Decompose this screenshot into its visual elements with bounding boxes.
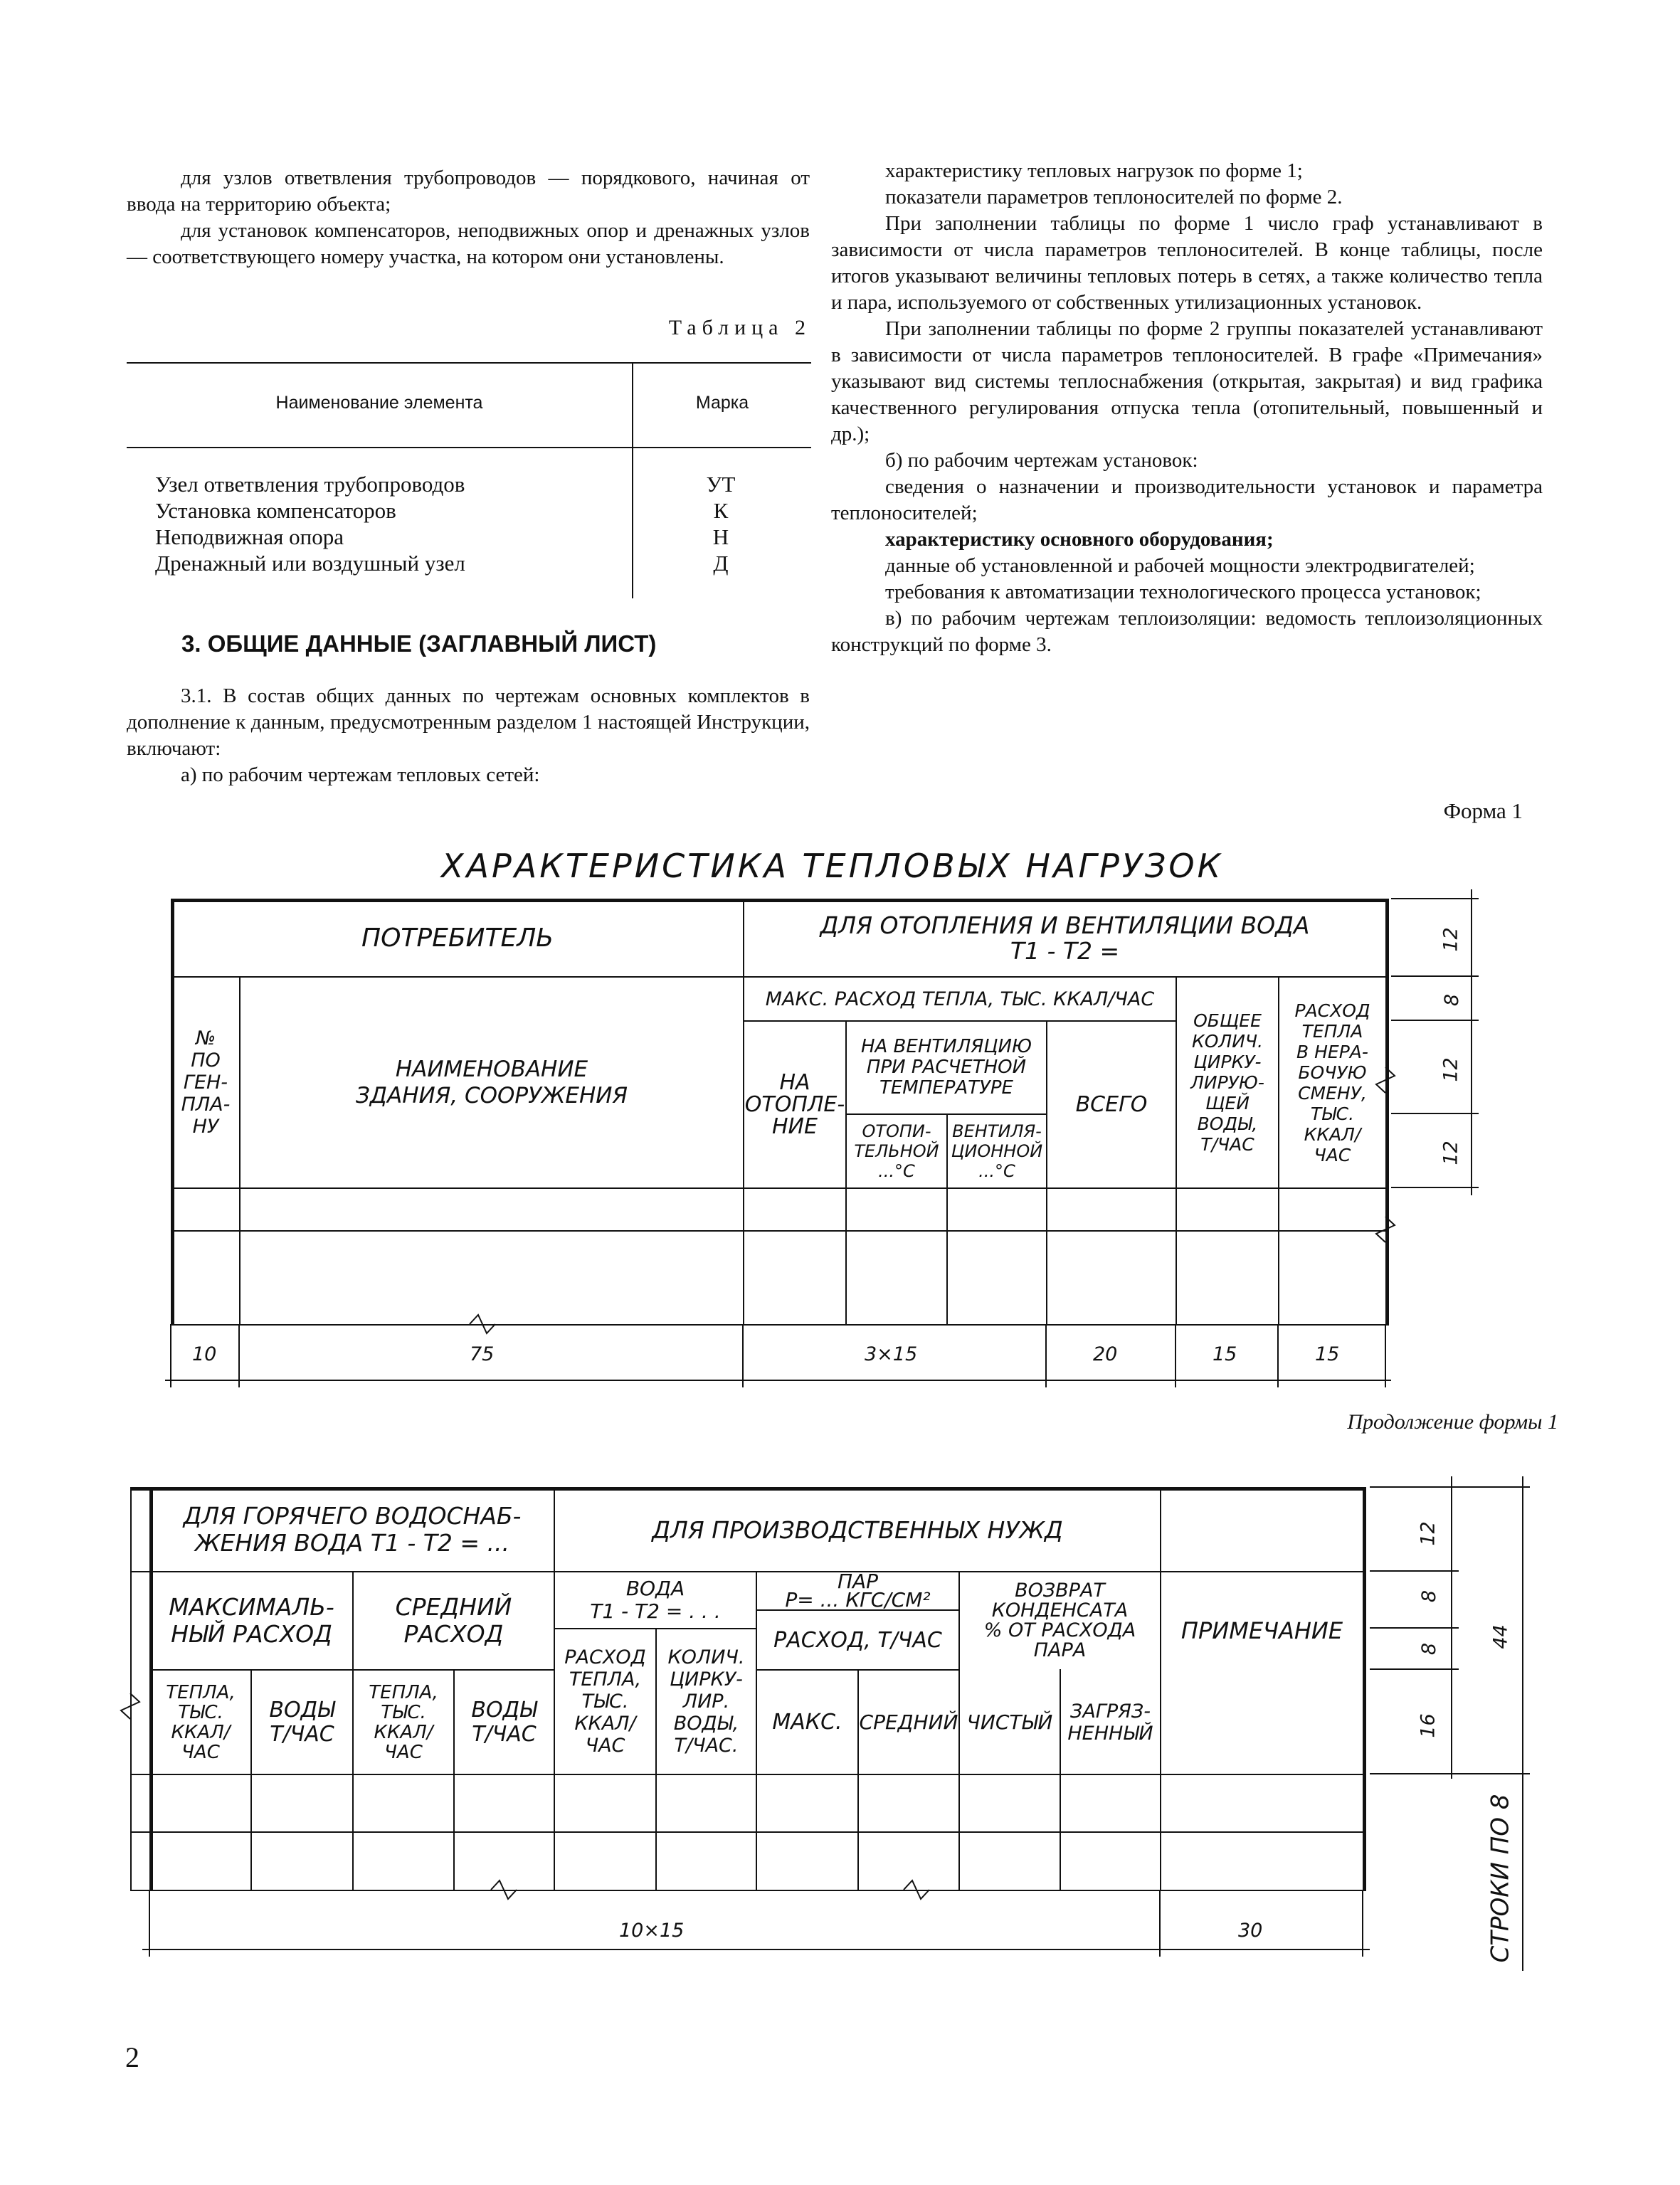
form1-title: ХАРАКТЕРИСТИКА ТЕПЛОВЫХ НАГРУЗОК (441, 847, 1224, 885)
form1-dim-right: 12 (1439, 1141, 1462, 1165)
form1-vent: НА ВЕНТИЛЯЦИЮ ПРИ РАСЧЕТНОЙ ТЕМПЕРАТУРЕ (860, 1036, 1032, 1099)
form1-label: Форма 1 (1443, 798, 1523, 823)
cont-dirty: ЗАГРЯЗ- НЕННЫЙ (1067, 1700, 1153, 1745)
form1-heating-group: ДЛЯ ОТОПЛЕНИЯ И ВЕНТИЛЯЦИИ ВОДА T1 - T2 = (820, 911, 1310, 965)
cont-dim-bottom: 30 (1238, 1920, 1263, 1942)
right-para-5: б) по рабочим чертежам установок: (885, 449, 1198, 472)
form1-circ: ОБЩЕЕ КОЛИЧ. ЦИРКУ- ЛИРУЮ- ЩЕЙ ВОДЫ, Т/ЧАС (1190, 1010, 1264, 1155)
form1-dim-bottom: 15 (1213, 1343, 1237, 1365)
left-para-2: для установок компенсаторов, неподвижных опор и дренажных узлов — соответствующего номеру участка, на котором они установлены. (127, 219, 810, 268)
form1-dim-bottom: 3×15 (865, 1343, 918, 1365)
right-para-9: требования к автоматизации технологического процесса установок; (885, 581, 1481, 603)
right-para-6: сведения о назначении и производительности установок и параметра теплоносителей; (831, 475, 1543, 524)
right-para-2: показатели параметров теплоносителей по форме 2. (885, 186, 1343, 208)
table2-row-name: Установка компенсаторов (155, 498, 396, 523)
cont-return: ВОЗВРАТ КОНДЕНСАТА % ОТ РАСХОДА ПАРА (983, 1580, 1136, 1661)
cont-dim-right: 44 (1489, 1624, 1512, 1649)
form1-dim-bottom: 15 (1315, 1343, 1340, 1365)
cont-water2: ВОДЫ Т/ЧАС (471, 1697, 537, 1747)
right-para-1: характеристику тепловых нагрузок по форме 1; (885, 159, 1303, 182)
form1-num: № ПО ГЕН- ПЛА- НУ (181, 1027, 231, 1138)
cont-water1: ВОДЫ Т/ЧАС (269, 1697, 335, 1747)
form1-consumer: ПОТРЕБИТЕЛЬ (361, 924, 554, 953)
form1-cont-label: Продолжение формы 1 (1347, 1410, 1558, 1434)
cont-steam: ПАР P= ... КГС/СМ² (785, 1570, 931, 1612)
right-para-10: в) по рабочим чертежам теплоизоляции: ведомость теплоизоляционных конструкций по форме 3. (831, 607, 1543, 656)
form1-dim-right: 12 (1439, 927, 1462, 952)
form1-name: НАИМЕНОВАНИЕ ЗДАНИЯ, СООРУЖЕНИЯ (355, 1056, 628, 1109)
form1-vent-vent: ВЕНТИЛЯ- ЦИОННОЙ ...°C (951, 1121, 1043, 1181)
section-heading: 3. ОБЩИЕ ДАННЫЕ (ЗАГЛАВНЫЙ ЛИСТ) (181, 630, 657, 657)
left-para-4: а) по рабочим чертежам тепловых сетей: (181, 763, 540, 786)
right-para-7: характеристику основного оборудования; (885, 528, 1274, 551)
cont-dim-right: 8 (1418, 1589, 1441, 1603)
cont-dim-right: 8 (1418, 1642, 1441, 1656)
table2-row-name: Неподвижная опора (155, 524, 344, 549)
cont-note: ПРИМЕЧАНИЕ (1180, 1617, 1343, 1644)
table2-row-name: Узел ответвления трубопроводов (155, 472, 465, 497)
form1-max-flow: МАКС. РАСХОД ТЕПЛА, ТЫС. ККАЛ/ЧАС (765, 988, 1155, 1010)
table2-row-mark: К (713, 498, 729, 523)
left-para-3: 3.1. В состав общих данных по чертежам основных комплектов в дополнение к данным, предусмотренным разделом 1 настоящей Инструкции, включают: (127, 684, 810, 760)
form1-dim-right: 8 (1441, 993, 1464, 1007)
table2-header-mark: Марка (695, 393, 749, 413)
table2-header-name: Наименование элемента (275, 393, 483, 413)
cont-steam-flow: РАСХОД, Т/ЧАС (773, 1627, 942, 1653)
cont-hot-water: ДЛЯ ГОРЯЧЕГО ВОДОСНАБ- ЖЕНИЯ ВОДА T1 - T2 = ... (183, 1502, 522, 1557)
cont-dim-bottom: 10×15 (619, 1920, 685, 1942)
cont-avg-flow: СРЕДНИЙ РАСХОД (395, 1593, 512, 1648)
cont-w-circ: КОЛИЧ. ЦИРКУ- ЛИР. ВОДЫ, Т/ЧАС. (667, 1646, 745, 1757)
form1-dim-bottom: 75 (470, 1343, 495, 1365)
form1-unbal: РАСХОД ТЕПЛА В НЕРА- БОЧУЮ СМЕНУ, ТЫС. ККАЛ/ ЧАС (1294, 1000, 1370, 1165)
form1-dim-bottom: 20 (1093, 1343, 1118, 1365)
page-number: 2 (125, 2041, 139, 2073)
right-para-4: При заполнении таблицы по форме 2 группы показателей устанавливают в зависимости от числа параметров теплоносителей. В графе «Примечания» указывают вид системы теплоснабжения (открытая, закрытая) и вид графика качественного регулирования отпуска тепла (отопительный, повышенный и др.); (831, 317, 1543, 445)
cont-s-max: МАКС. (772, 1710, 842, 1735)
table2-row-mark: УТ (706, 472, 736, 497)
cont-clean: ЧИСТЫЙ (966, 1710, 1053, 1734)
cont-heat2: ТЕПЛА, ТЫС. ККАЛ/ ЧАС (369, 1681, 438, 1763)
right-para-3: При заполнении таблицы по форме 1 число граф устанавливают в зависимости от числа параметров теплоносителей. В конце таблицы, после итогов указывают величины тепловых потерь в сетях, а также количество тепла и пара, используемого от собственных утилизационных установок. (831, 212, 1543, 314)
table2-row-name: Дренажный или воздушный узел (155, 551, 465, 576)
table2-row-mark: Д (713, 551, 729, 576)
cont-rows-note: СТРОКИ ПО 8 (1486, 1794, 1515, 1963)
cont-water: ВОДА T1 - T2 = . . . (590, 1577, 721, 1623)
form1-total: ВСЕГО (1075, 1092, 1148, 1117)
cont-dim-right: 16 (1417, 1713, 1439, 1738)
left-para-1: для узлов ответвления трубопроводов — порядкового, начиная от ввода на территорию объекта; (127, 166, 810, 216)
cont-w-flow: РАСХОД ТЕПЛА, ТЫС. ККАЛ/ ЧАС (564, 1646, 646, 1757)
table2-row-mark: Н (712, 524, 729, 549)
cont-heat1: ТЕПЛА, ТЫС. ККАЛ/ ЧАС (166, 1681, 236, 1763)
cont-max-flow: МАКСИМАЛЬ- НЫЙ РАСХОД (169, 1593, 334, 1648)
cont-s-avg: СРЕДНИЙ (859, 1710, 958, 1734)
table2-caption: Таблица 2 (668, 316, 811, 339)
form1-dim-bottom: 10 (192, 1343, 217, 1365)
form1-dim-right: 12 (1439, 1057, 1462, 1082)
form1-vent-heat: ОТОПИ- ТЕЛЬНОЙ ...°C (854, 1121, 939, 1181)
cont-industrial: ДЛЯ ПРОИЗВОДСТВЕННЫХ НУЖД (652, 1515, 1063, 1544)
cont-dim-right: 12 (1417, 1521, 1439, 1546)
form1-heating: НА ОТОПЛЕ- НИЕ (744, 1070, 845, 1139)
right-para-8: данные об установленной и рабочей мощности электродвигателей; (885, 554, 1475, 577)
